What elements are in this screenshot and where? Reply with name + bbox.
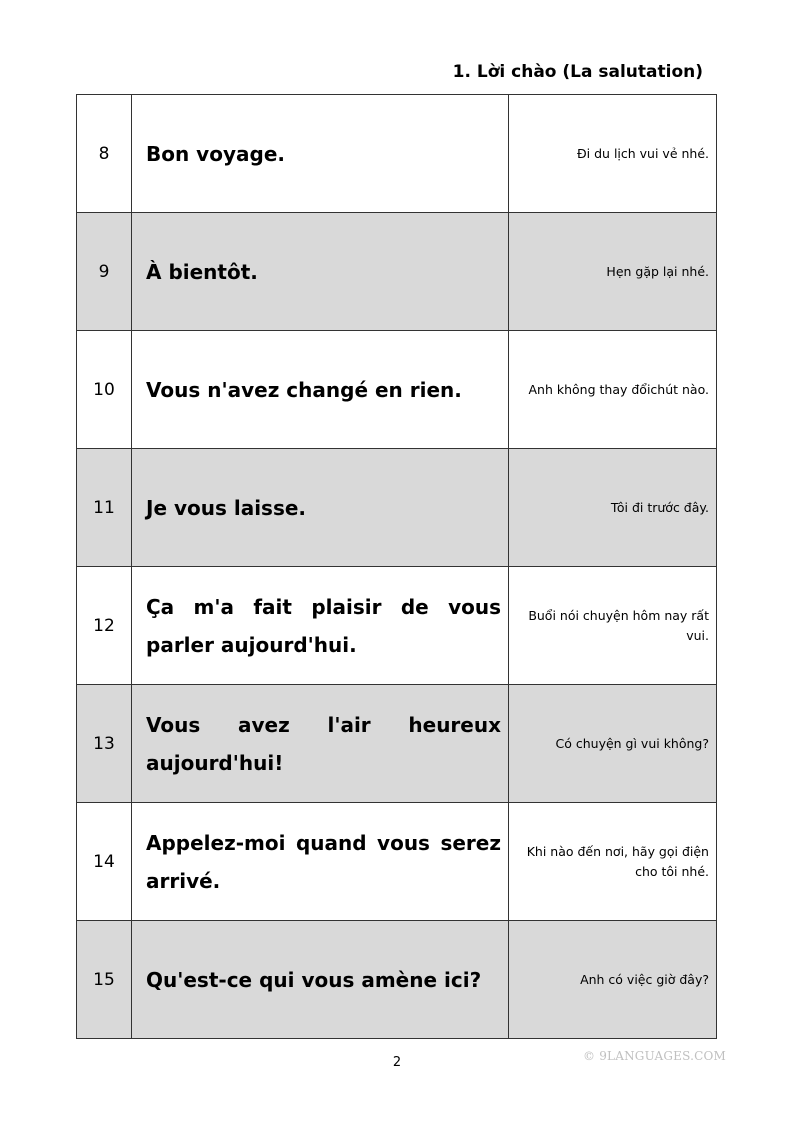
- french-phrase: Qu'est-ce qui vous amène ici?: [132, 921, 509, 1039]
- french-phrase: Vous avez l'air heureux aujourd'hui!: [132, 685, 509, 803]
- table-row: [77, 449, 717, 567]
- french-phrase: Je vous laisse.: [132, 449, 509, 567]
- row-number: 10: [77, 331, 132, 449]
- vietnamese-translation: Anh không thay đổichút nào.: [509, 331, 717, 449]
- french-phrase: Appelez-moi quand vous serez arrivé.: [132, 803, 509, 921]
- watermark: © 9LANGUAGES.COM: [583, 1049, 727, 1063]
- table-row: [77, 331, 717, 449]
- vietnamese-translation: Tôi đi trước đây.: [509, 449, 717, 567]
- french-phrase: Bon voyage.: [132, 95, 509, 213]
- row-number: 13: [77, 685, 132, 803]
- phrase-table: [76, 94, 717, 1039]
- row-number: 9: [77, 213, 132, 331]
- row-number: 14: [77, 803, 132, 921]
- vietnamese-translation: Có chuyện gì vui không?: [509, 685, 717, 803]
- vietnamese-translation: Khi nào đến nơi, hãy gọi điện cho tôi nhé.: [509, 803, 717, 921]
- table-row: [77, 685, 717, 803]
- table-row: [77, 567, 717, 685]
- page-title: 1. Lời chào (La salutation): [452, 62, 703, 82]
- row-number: 12: [77, 567, 132, 685]
- row-number: 11: [77, 449, 132, 567]
- french-phrase: À bientôt.: [132, 213, 509, 331]
- vietnamese-translation: Buổi nói chuyện hôm nay rất vui.: [509, 567, 717, 685]
- french-phrase: Ça m'a fait plaisir de vous parler aujourd'hui.: [132, 567, 509, 685]
- french-phrase: Vous n'avez changé en rien.: [132, 331, 509, 449]
- table-row: [77, 803, 717, 921]
- vietnamese-translation: Anh có việc giờ đây?: [509, 921, 717, 1039]
- table-row: [77, 213, 717, 331]
- table-row: [77, 921, 717, 1039]
- row-number: 15: [77, 921, 132, 1039]
- vietnamese-translation: Đi du lịch vui vẻ nhé.: [509, 95, 717, 213]
- row-number: 8: [77, 95, 132, 213]
- table-row: [77, 95, 717, 213]
- vietnamese-translation: Hẹn gặp lại nhé.: [509, 213, 717, 331]
- page-number: 2: [392, 1055, 402, 1070]
